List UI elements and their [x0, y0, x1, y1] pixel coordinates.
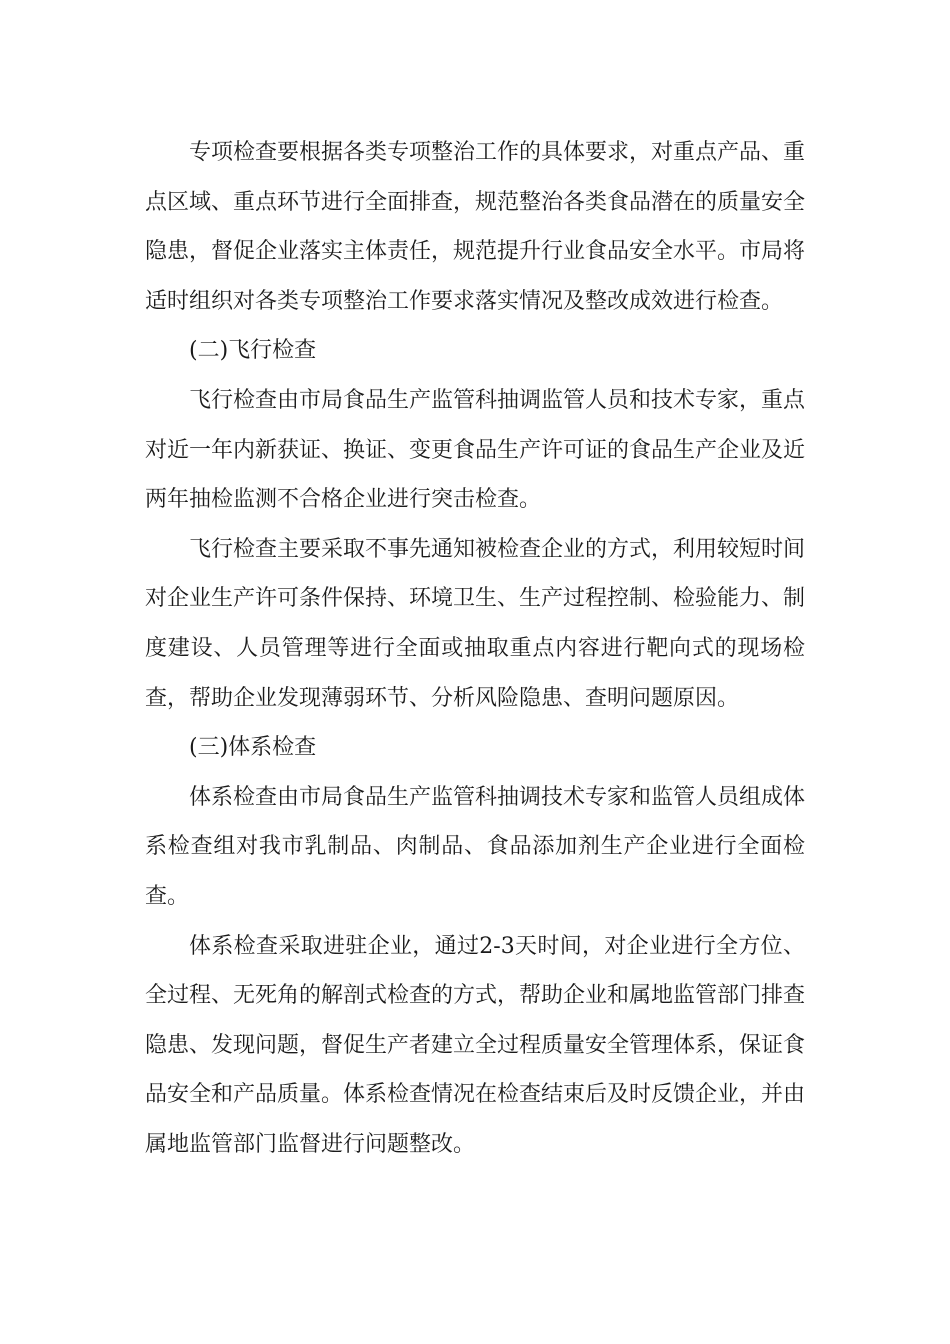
- paragraph-system-inspection-method: 体系检查采取进驻企业，通过2-3天时间，对企业进行全方位、全过程、无死角的解剖式检查的方式，帮助企业和属地监管部门排查隐患、发现问题，督促生产者建立全过程质量安全管理体系，保证食品安全和产品质量。体系检查情况在检查结束后及时反馈企业，并由属地监管部门监督进行问题整改。: [145, 933, 806, 1157]
- paragraph-system-inspection-scope: 体系检查由市局食品生产监管科抽调技术专家和监管人员组成体系检查组对我市乳制品、肉制品、食品添加剂生产企业进行全面检查。: [145, 784, 806, 909]
- document-body: [145, 128, 805, 1169]
- paragraph-flight-inspection-scope: 飞行检查由市局食品生产监管科抽调监管人员和技术专家，重点对近一年内新获证、换证、变更食品生产许可证的食品生产企业及近两年抽检监测不合格企业进行突击检查。: [145, 387, 806, 513]
- section-heading-flight-inspection: (二)飞行检查: [189, 338, 317, 364]
- section-heading-system-inspection: (三)体系检查: [189, 735, 317, 761]
- paragraph-special-inspection: 专项检查要根据各类专项整治工作的具体要求，对重点产品、重点区域、重点环节进行全面排查，规范整治各类食品潜在的质量安全隐患，督促企业落实主体责任，规范提升行业食品安全水平。市局将适时组织对各类专项整治工作要求落实情况及整改成效进行检查。: [145, 140, 806, 314]
- paragraph-flight-inspection-method: 飞行检查主要采取不事先通知被检查企业的方式，利用较短时间对企业生产许可条件保持、环境卫生、生产过程控制、检验能力、制度建设、人员管理等进行全面或抽取重点内容进行靶向式的现场检查，帮助企业发现薄弱环节、分析风险隐患、查明问题原因。: [145, 536, 806, 711]
